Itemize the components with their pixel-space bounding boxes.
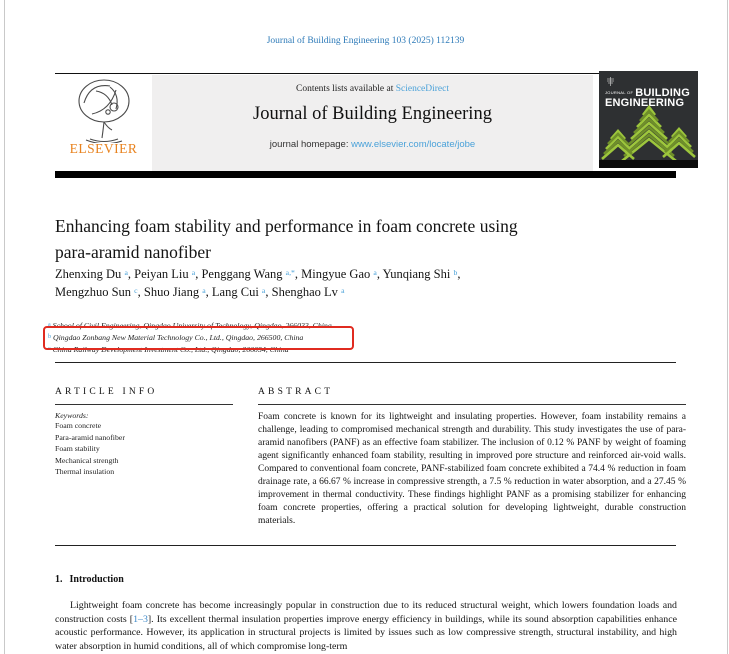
article-info-column xyxy=(55,387,233,478)
section-divider xyxy=(55,362,676,363)
homepage-line xyxy=(152,139,593,150)
abstract-underline xyxy=(258,404,686,405)
cover-journal-of-label: JOURNAL OF xyxy=(605,90,634,95)
affiliation-line: $^c$ China Railway Development Investment Co., Ltd., Qingdao, 266034, China xyxy=(48,345,289,354)
keyword-item: Thermal insulation xyxy=(55,467,115,476)
section-divider xyxy=(55,545,676,546)
sciencedirect-link[interactable]: ScienceDirect xyxy=(395,84,449,94)
introduction-paragraph xyxy=(55,599,677,653)
author-name: Shenghao Lv $^a$ xyxy=(271,285,345,299)
abstract-text: Foam concrete is known for its lightweight and insulating properties. However, foam instability remains a challenge, leading to compromised mechanical strength and durability. This study investigates the use of para-aramid nanofibers (PANF) as an effective foam stabilizer. The inclusion of 0.12 % PANF by weight of foaming agent significantly enhanced foam stability, resulting in improved pore structure and reinforced air-void walls. Compared to conventional foam concrete, PANF-stabilized foam concrete exhibited a 74.4 % reduction in foam drainage rate, a 66.67 % increase in compressive strength, a 7.5 % reduction in water absorption, and a 27.45 % improvement in thermal conductivity. These findings highlight PANF as a promising stabilizer for enhancing foam concrete properties, offering a practical solution for developing lightweight, durable construction materials. xyxy=(258,412,686,526)
author-affiliation-sup: a xyxy=(373,267,377,277)
affiliation-list xyxy=(48,320,648,356)
keywords-label: Keywords: xyxy=(55,411,89,420)
masthead-journal-title: Journal of Building Engineering xyxy=(253,104,492,124)
introduction-heading xyxy=(55,574,124,585)
author-name: Zhenxing Du $^a$, xyxy=(55,267,135,281)
author-name: Lang Cui $^a$, xyxy=(211,285,272,299)
cover-title-line2: ENGINEERING xyxy=(605,97,685,109)
author-affiliation-sup: a xyxy=(261,285,266,295)
author-name: Yunqiang Shi $^b$, xyxy=(382,267,461,281)
affiliation-line: $^a$ School of Civil Engineering, Qingdao University of Technology, Qingdao, 266033, China xyxy=(48,321,332,330)
intro-text-after: ]. Its excellent thermal insulation properties improve energy efficiency in buildings, while its sound absorption capabilities enhance acoustic performance. However, its application in structural projects is limited by issues such as low compressive strength, structural instability, and high water absorption in humid conditions, all of which compromise long-term xyxy=(55,613,678,652)
keyword-item: Mechanical strength xyxy=(55,455,119,465)
article-info-header: ARTICLE INFO xyxy=(55,387,158,397)
article-title-line1: Enhancing foam stability and performance in foam concrete using xyxy=(55,216,518,236)
contents-line-prefix: Contents lists available at xyxy=(295,84,396,94)
masthead-center-band xyxy=(152,75,593,171)
keywords-list xyxy=(55,420,233,478)
affiliation-sup: a xyxy=(48,321,51,328)
article-title xyxy=(55,213,676,265)
author-affiliation-sup: a xyxy=(202,285,206,295)
author-name: Penggang Wang $^{a,*}$, xyxy=(201,267,302,281)
homepage-url-link[interactable]: www.elsevier.com/locate/jobe xyxy=(351,139,476,150)
contents-line xyxy=(152,84,593,94)
masthead-divider-bar xyxy=(55,171,676,178)
article-info-underline xyxy=(55,404,233,405)
keyword-item: Foam stability xyxy=(55,444,100,453)
introduction-heading-number: 1. xyxy=(55,574,63,585)
affiliation-sup: b xyxy=(48,333,52,340)
author-affiliation-sup: a xyxy=(124,267,128,277)
author-affiliation-sup: c xyxy=(134,285,138,295)
author-affiliation-sup: a,* xyxy=(285,267,295,277)
cover-title-line1: BUILDING xyxy=(635,87,690,99)
author-affiliation-sup: b xyxy=(453,267,458,277)
reference-citation-link[interactable]: 1–3 xyxy=(133,613,148,625)
journal-citation-link[interactable]: Journal of Building Engineering 103 (2025) 112139 xyxy=(266,36,465,46)
elsevier-logo xyxy=(55,75,152,171)
author-affiliation-sup: a xyxy=(191,267,196,277)
cover-emblem-icon xyxy=(606,76,615,87)
page-right-edge xyxy=(727,0,728,654)
author-affiliation-sup: a xyxy=(341,285,345,295)
intro-text-before: Lightweight foam concrete has become increasingly popular in construction due to its reduced structural weight, which lowers foundation loads and construction costs [ xyxy=(55,600,677,625)
author-name: Shuo Jiang $^a$, xyxy=(143,285,212,299)
keyword-item: Para-aramid nanofiber xyxy=(55,432,125,442)
author-name: Peiyan Liu $^a$, xyxy=(134,267,202,281)
cover-bottom-strip xyxy=(599,160,698,168)
cover-trees-graphic xyxy=(599,101,698,161)
author-name: Mengzhuo Sun $^c$, xyxy=(55,285,144,299)
author-name: Mingyue Gao $^a$, xyxy=(301,267,383,281)
article-title-line2: para-aramid nanofiber xyxy=(55,242,211,262)
journal-masthead xyxy=(55,73,676,171)
abstract-header: ABSTRACT xyxy=(258,387,334,397)
affiliation-line: $^b$ Qingdao Zonbang New Material Technology Co., Ltd., Qingdao, 266500, China xyxy=(48,333,304,342)
elsevier-wordmark: ELSEVIER xyxy=(69,141,138,156)
introduction-heading-text: Introduction xyxy=(69,574,124,585)
journal-cover-thumbnail xyxy=(599,71,698,168)
affiliation-sup: c xyxy=(48,345,51,352)
abstract-column xyxy=(258,387,686,528)
page-left-edge xyxy=(4,0,5,654)
homepage-prefix: journal homepage: xyxy=(269,139,352,150)
author-list xyxy=(55,266,635,302)
keyword-item: Foam concrete xyxy=(55,421,102,430)
elsevier-tree-icon xyxy=(62,77,146,143)
